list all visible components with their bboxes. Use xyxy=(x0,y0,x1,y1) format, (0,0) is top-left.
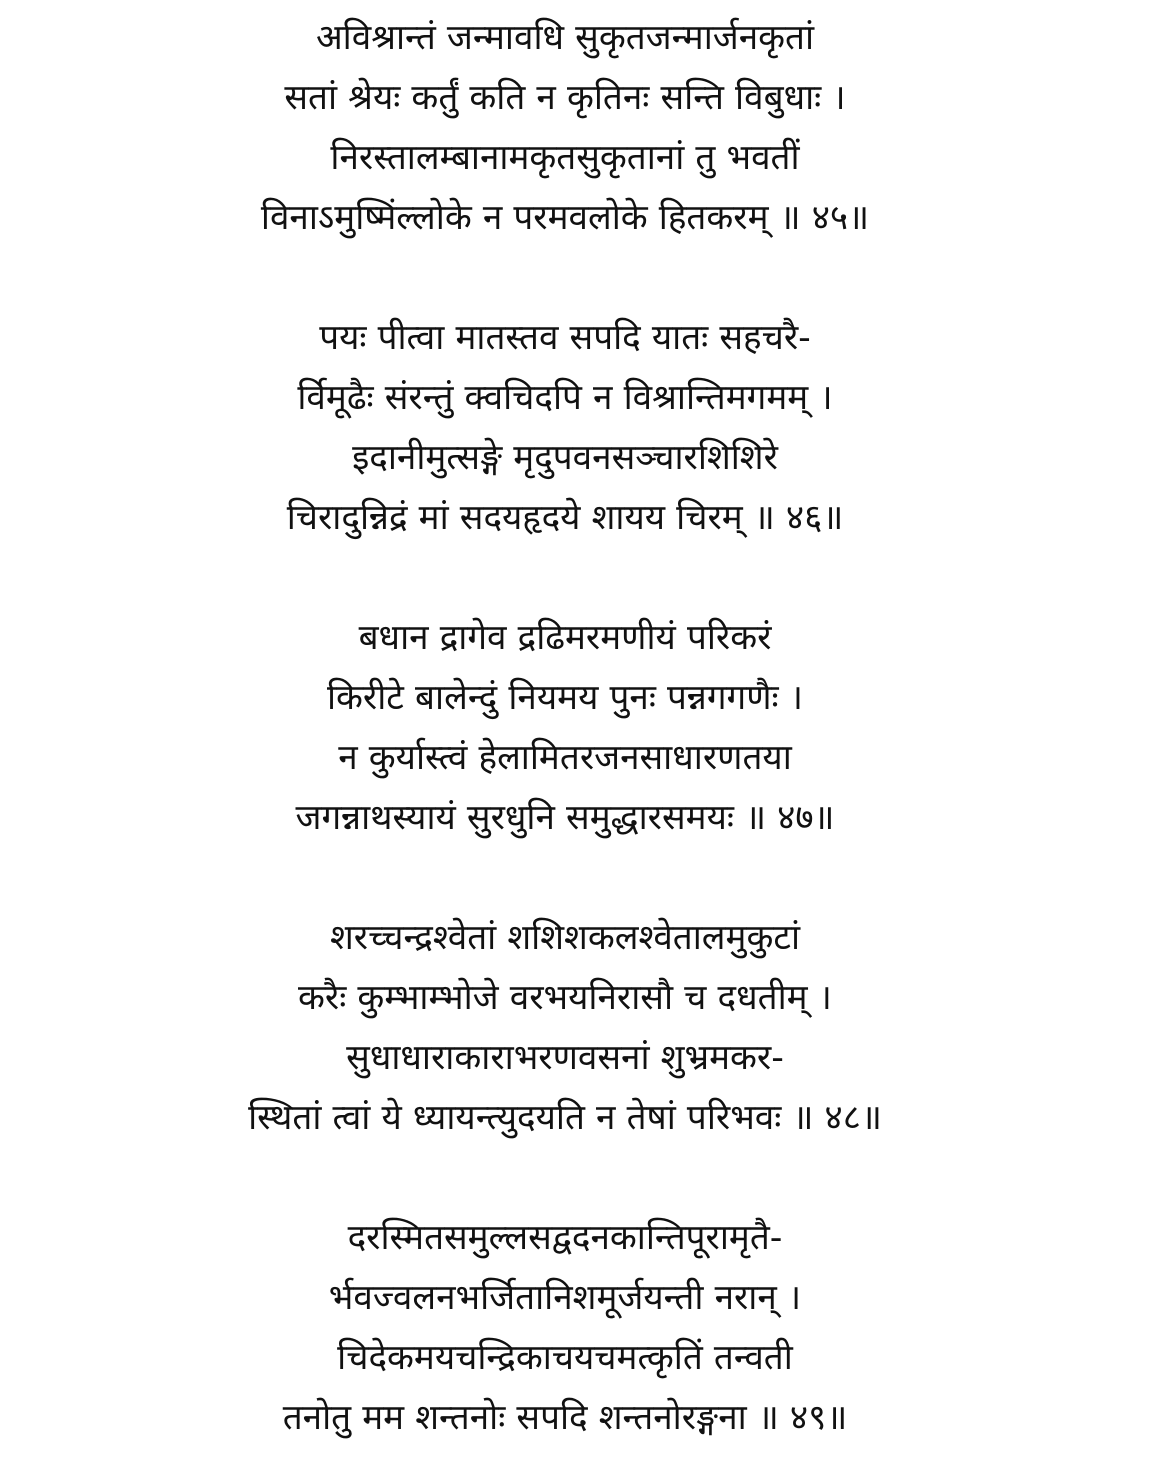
verse-line: जगन्नाथस्यायं सुरधुनि समुद्धारसमयः ॥ ४७॥ xyxy=(295,798,835,838)
verse-line: दरस्मितसमुल्लसद्वदनकान्तिपूरामृतै- xyxy=(347,1218,783,1258)
verse-line: चिरादुन्निद्रं मां सदयहृदये शायय चिरम् ॥ ४६॥ xyxy=(286,498,844,538)
verse-line: र्भवज्वलनभर्जितानिशमूर्जयन्ती नरान् । xyxy=(328,1278,802,1318)
verse-line: स्थितां त्वां ये ध्यायन्त्युदयति न तेषां परिभवः ॥ ४८॥ xyxy=(248,1098,882,1138)
verse-line: अविश्रान्तं जन्मावधि सुकृतजन्मार्जनकृतां xyxy=(315,18,815,58)
verse-line: सुधाधाराकाराभरणवसनां शुभ्रमकर- xyxy=(346,1038,784,1078)
verse-49 xyxy=(0,1208,1130,1448)
verse-line: पयः पीत्वा मातस्तव सपदि यातः सहचरै- xyxy=(319,318,811,358)
verse-line: र्विमूढैः संरन्तुं क्वचिदपि न विश्रान्तिमगमम् । xyxy=(297,378,833,418)
verse-47 xyxy=(0,608,1130,848)
verse-line: करैः कुम्भाम्भोजे वरभयनिरासौ च दधतीम् । xyxy=(298,978,832,1018)
verse-line: सतां श्रेयः कर्तुं कति न कृतिनः सन्ति विबुधाः । xyxy=(284,78,846,118)
verse-line: इदानीमुत्सङ्गे मृदुपवनसञ्चारशिशिरे xyxy=(352,438,778,478)
verse-line: किरीटे बालेन्दुं नियमय पुनः पन्नगगणैः । xyxy=(326,678,804,718)
verse-line: शरच्चन्द्रश्वेतां शशिशकलश्वेतालमुकुटां xyxy=(329,918,801,958)
verse-45 xyxy=(0,8,1130,248)
verse-line: तनोतु मम शन्तनोः सपदि शन्तनोरङ्गना ॥ ४९॥ xyxy=(282,1398,848,1438)
verse-line: बधान द्रागेव द्रढिमरमणीयं परिकरं xyxy=(358,618,772,658)
verse-line: चिदेकमयचन्द्रिकाचयचमत्कृतिं तन्वती xyxy=(337,1338,793,1378)
verse-46 xyxy=(0,308,1130,548)
verse-48 xyxy=(0,908,1130,1148)
verse-line: न कुर्यास्त्वं हेलामितरजनसाधारणतया xyxy=(338,738,792,778)
verse-line: निरस्तालम्बानामकृतसुकृतानां तु भवतीं xyxy=(330,138,800,178)
verse-line: विनाऽमुष्मिंल्लोके न परमवलोके हितकरम् ॥ ४५॥ xyxy=(260,198,870,238)
